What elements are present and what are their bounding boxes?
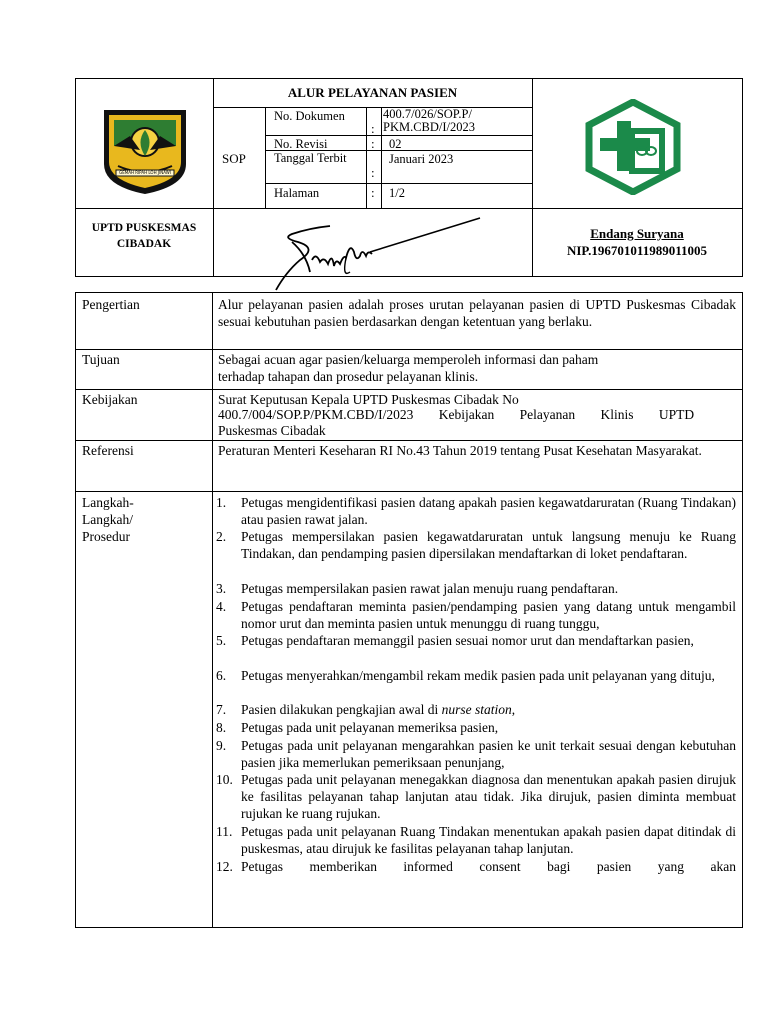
signer-nip: NIP.196701011989011005 bbox=[566, 243, 707, 258]
text-kebijakan-line1: Surat Keputusan Kepala UPTD Puskesmas Cibadak No bbox=[218, 392, 519, 407]
step-number: 10. bbox=[216, 772, 233, 787]
step-text-tail: , bbox=[511, 702, 516, 717]
crest-motto: GEMAH RIPAH LOH JINAWI bbox=[119, 170, 171, 175]
text-tujuan-line1: Sebagai acuan agar pasien/keluarga memperoleh informasi dan paham bbox=[218, 352, 599, 367]
step-text: Petugas pada unit pelayanan menegakkan diagnosa dan menentukan apakah pasien dirujuk ke fasilitas pelayanan tahap lanjutan atau tidak. Jika dirujuk, pasien diminta membuat rujukan ke ruang rujukan. bbox=[241, 772, 736, 821]
step-text: Petugas menyerahkan/mengambil rekam medik pasien pada unit pelayanan yang dituju, bbox=[241, 668, 715, 683]
step-text: Petugas pada unit pelayanan memeriksa pasien, bbox=[241, 720, 499, 735]
signature bbox=[270, 212, 490, 302]
step-text: Petugas pada unit pelayanan mengarahkan pasien ke unit terkait sesuai dengan kebutuhan pasien jika memerlukan pemeriksaan penunjang, bbox=[241, 738, 736, 770]
label-langkah-line3: Prosedur bbox=[82, 529, 130, 544]
label-langkah-line1: Langkah- bbox=[82, 495, 134, 510]
field-value-no-revisi: 02 bbox=[389, 137, 402, 151]
step-text: Petugas memberikan informed consent bagi pasien yang akan bbox=[241, 859, 736, 874]
field-colon: : bbox=[371, 121, 375, 136]
step-text: Petugas pendaftaran memanggil pasien sesuai nomor urut dan mendaftarkan pasien, bbox=[241, 633, 694, 648]
step-text: Petugas pada unit pelayanan Ruang Tindakan menentukan apakah pasien dapat ditindak di puskesmas, atau dirujuk ke fasilitas pelayanan tahap lanjutan. bbox=[241, 824, 736, 856]
signer-name: Endang Suryana bbox=[590, 226, 684, 241]
step-number: 4. bbox=[216, 599, 227, 614]
step-number: 3. bbox=[216, 581, 227, 596]
text-referensi: Peraturan Menteri Keseharan RI No.43 Tahun 2019 tentang Pusat Kesehatan Masyarakat. bbox=[218, 443, 702, 458]
text-pengertian: Alur pelayanan pasien adalah proses urutan pelayanan pasien di UPTD Puskesmas Cibadak sesuai kebutuhan pasien berdasarkan dengan ketentuan yang berlaku. bbox=[218, 297, 736, 329]
step-text: Petugas mempersilakan pasien rawat jalan menuju ruang pendaftaran. bbox=[241, 581, 619, 596]
step-number: 9. bbox=[216, 738, 227, 753]
step-number: 5. bbox=[216, 633, 227, 648]
step-number: 8. bbox=[216, 720, 227, 735]
field-colon: : bbox=[371, 185, 375, 200]
field-label-halaman: Halaman bbox=[274, 186, 320, 200]
document-title: ALUR PELAYANAN PASIEN bbox=[287, 85, 458, 100]
step-text bbox=[241, 701, 736, 718]
field-colon: : bbox=[371, 136, 375, 151]
field-value-no-dokumen: 400.7/026/SOP.P/ PKM.CBD/I/2023 bbox=[383, 107, 476, 134]
field-label-no-revisi: No. Revisi bbox=[274, 137, 328, 151]
step-number: 1. bbox=[216, 495, 227, 510]
field-colon: : bbox=[371, 165, 375, 180]
step-number: 2. bbox=[216, 529, 227, 544]
puskesmas-logo bbox=[584, 99, 682, 195]
label-referensi: Referensi bbox=[82, 443, 134, 458]
text-kebijakan-line2: 400.7/004/SOP.P/PKM.CBD/I/2023 Kebijakan Pelayanan Klinis UPTD bbox=[218, 407, 695, 422]
field-value-tanggal-terbit: Januari 2023 bbox=[389, 152, 454, 166]
field-label-no-dokumen: No. Dokumen bbox=[274, 109, 345, 123]
step-number: 7. bbox=[216, 702, 227, 717]
label-kebijakan: Kebijakan bbox=[82, 392, 138, 407]
label-langkah bbox=[82, 494, 134, 545]
text-kebijakan-line3: Puskesmas Cibadak bbox=[218, 423, 326, 438]
sop-label: SOP bbox=[222, 151, 246, 166]
org-name: UPTD PUSKESMAS CIBADAK bbox=[91, 222, 197, 250]
regency-crest-logo bbox=[100, 106, 190, 196]
step-text: Petugas mempersilakan pasien kegawatdaruratan untuk langsung menuju ke Ruang Tindakan, dan pendamping pasien dipersilakan mendaftarkan di loket pendaftaran. bbox=[241, 529, 736, 561]
field-label-tanggal-terbit: Tanggal Terbit bbox=[274, 151, 347, 165]
step-number: 11. bbox=[216, 824, 233, 839]
label-langkah-line2: Langkah/ bbox=[82, 512, 133, 527]
text-tujuan-line2: terhadap tahapan dan prosedur pelayanan klinis. bbox=[218, 369, 479, 384]
step-text: Petugas mengidentifikasi pasien datang apakah pasien kegawatdaruratan (Ruang Tindakan) atau pasien rawat jalan. bbox=[241, 495, 736, 527]
step-text-plain: Pasien dilakukan pengkajian awal di bbox=[241, 702, 442, 717]
step-text-italic: nurse station bbox=[441, 702, 512, 717]
step-number: 12. bbox=[216, 859, 233, 874]
step-number: 6. bbox=[216, 668, 227, 683]
label-tujuan: Tujuan bbox=[82, 352, 120, 367]
field-value-halaman: 1/2 bbox=[389, 186, 405, 200]
label-pengertian: Pengertian bbox=[82, 297, 140, 312]
step-text: Petugas pendaftaran meminta pasien/pendamping pasien yang datang untuk mengambil nomor urut dan meminta pasien untuk menunggu di ruang tunggu, bbox=[241, 599, 736, 631]
